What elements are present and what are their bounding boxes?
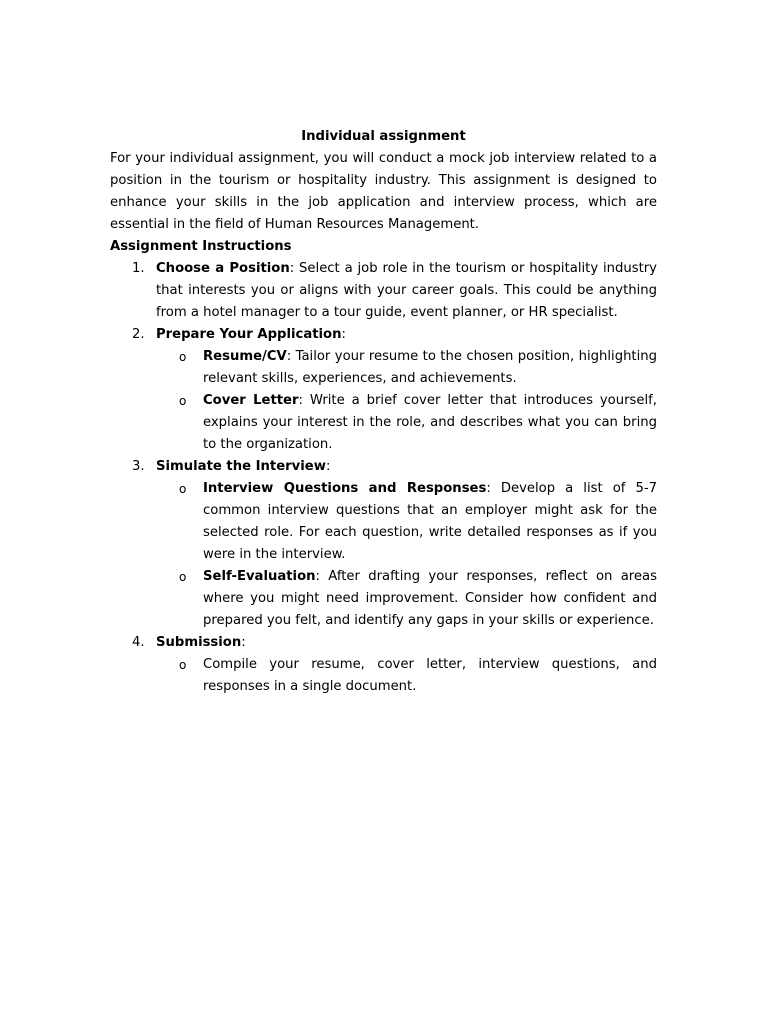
sub-item bbox=[156, 390, 657, 456]
sub-item-title: Resume/CV bbox=[203, 349, 287, 364]
step-number: 3. bbox=[132, 459, 145, 474]
sub-item bbox=[156, 566, 657, 632]
document-page bbox=[110, 126, 657, 698]
sub-item-title: Self-Evaluation bbox=[203, 569, 316, 584]
step-title: Prepare Your Application bbox=[156, 327, 342, 342]
step-title: Simulate the Interview bbox=[156, 459, 326, 474]
sub-item-text: : Write a brief cover letter that introduces yourself, explains your interest in the role, and describes what you can bring to the organization. bbox=[203, 393, 657, 452]
step-text: : Select a job role in the tourism or hospitality industry that interests you or aligns with your career goals. This could be anything from a hotel manager to a tour guide, event planner, or HR specialist. bbox=[156, 261, 657, 320]
intro-paragraph: For your individual assignment, you will conduct a mock job interview related to a position in the tourism or hospitality industry. This assignment is designed to enhance your skills in the job application and interview process, which are essential in the field of Human Resources Management. bbox=[110, 151, 657, 232]
step-number: 1. bbox=[132, 261, 145, 276]
step-item bbox=[110, 632, 657, 698]
step-item bbox=[110, 258, 657, 324]
sub-item bbox=[156, 654, 657, 698]
bullet-icon: o bbox=[179, 482, 187, 496]
step-title: Submission bbox=[156, 635, 242, 650]
sub-item-title: Cover Letter bbox=[203, 393, 299, 408]
bullet-icon: o bbox=[179, 350, 187, 364]
step-item bbox=[110, 456, 657, 632]
step-text: : bbox=[325, 459, 331, 474]
step-number: 4. bbox=[132, 635, 145, 650]
step-text: : bbox=[341, 327, 346, 342]
sub-item-list bbox=[156, 478, 657, 632]
sub-item-list bbox=[156, 346, 657, 456]
sub-item bbox=[156, 346, 657, 390]
sub-item-text: : Tailor your resume to the chosen position, highlighting relevant skills, experiences, and achievements. bbox=[203, 349, 657, 386]
instructions-heading: Assignment Instructions bbox=[110, 239, 292, 254]
step-number: 2. bbox=[132, 327, 145, 342]
bullet-icon: o bbox=[179, 570, 187, 584]
step-title: Choose a Position bbox=[156, 261, 290, 276]
sub-item-text: : After drafting your responses, reflect on areas where you might need improvement. Consider how confident and prepared you felt, and identify any gaps in your skills or experience. bbox=[203, 569, 657, 628]
sub-item-text: : Develop a list of 5-7 common interview questions that an employer might ask for the selected role. For each question, write detailed responses as if you were in the interview. bbox=[203, 481, 657, 562]
step-text: : bbox=[241, 635, 246, 650]
instruction-steps-list bbox=[110, 258, 657, 698]
sub-item bbox=[156, 478, 657, 566]
sub-item-list bbox=[156, 654, 657, 698]
sub-item-title: Interview Questions and Responses bbox=[203, 481, 487, 496]
step-item bbox=[110, 324, 657, 456]
sub-item-text: Compile your resume, cover letter, interview questions, and responses in a single document. bbox=[203, 657, 657, 694]
document-title: Individual assignment bbox=[301, 129, 466, 144]
bullet-icon: o bbox=[179, 394, 187, 408]
bullet-icon: o bbox=[179, 658, 187, 672]
